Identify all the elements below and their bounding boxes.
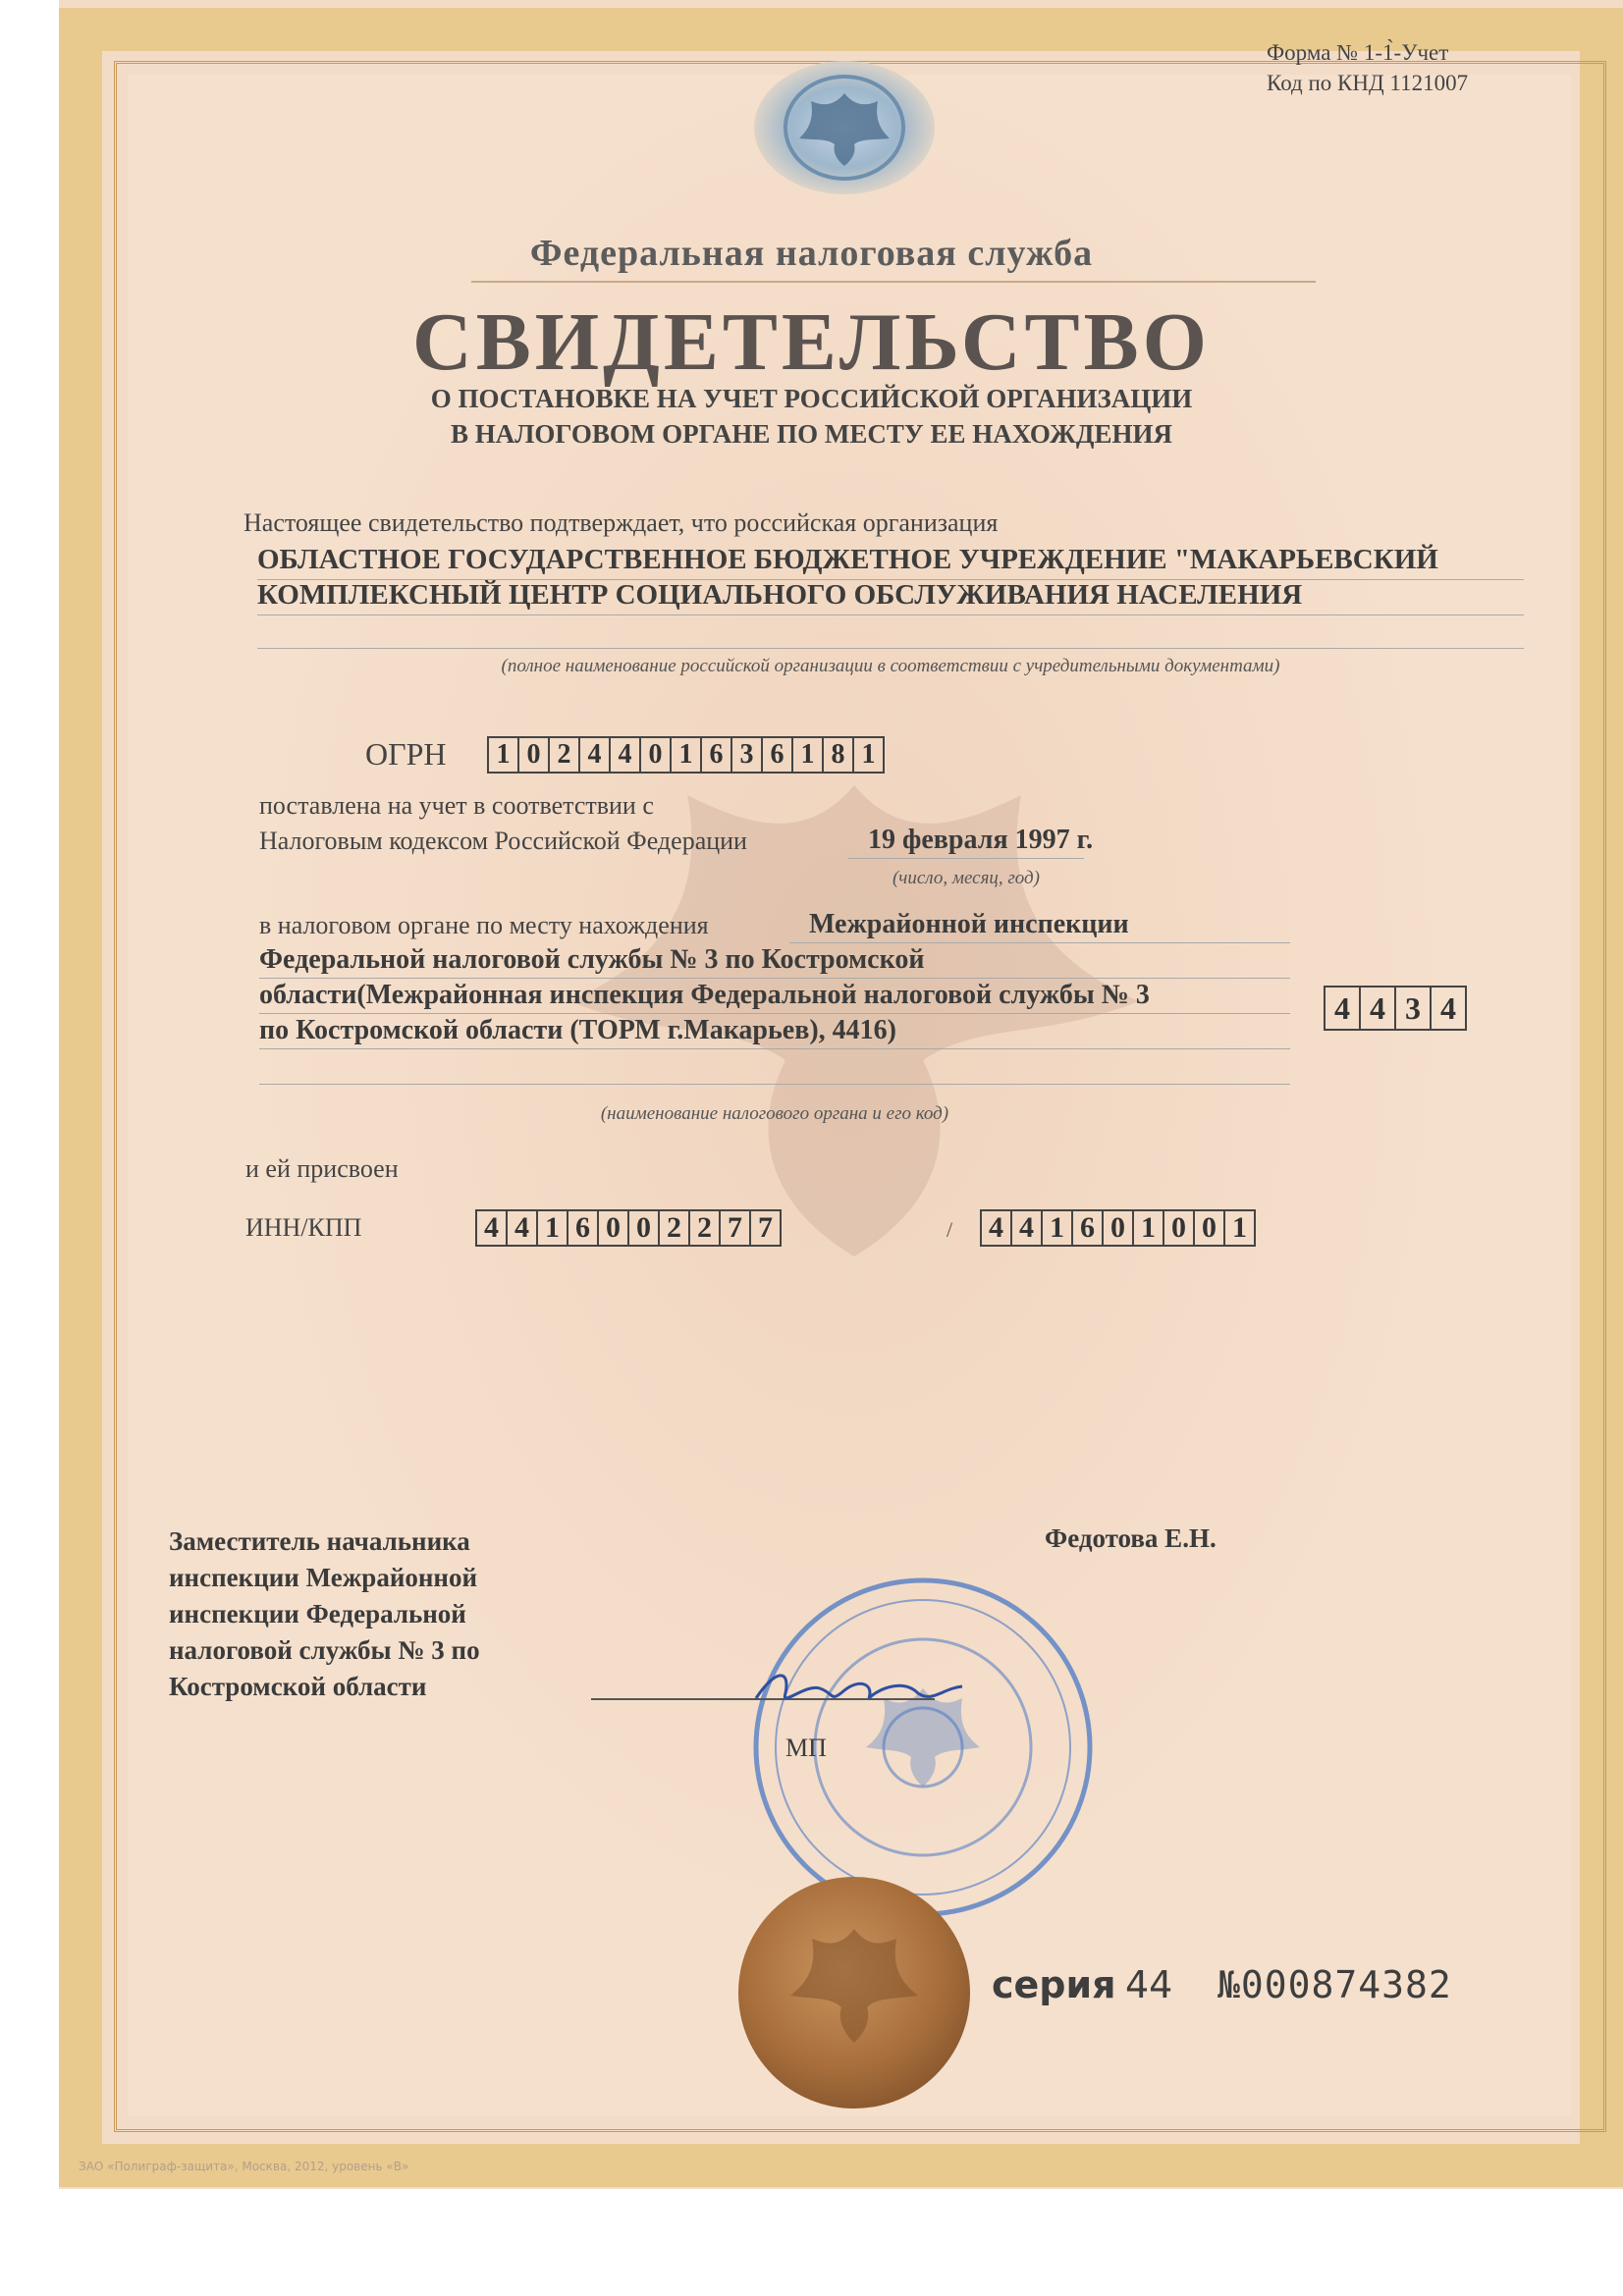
kpp-digits	[980, 1209, 1256, 1247]
tax-authority-line: по Костромской области (ТОРМ г.Макарьев), 4416)	[259, 1015, 897, 1045]
ogrn-digit: 6	[763, 738, 793, 772]
ogrn-digit: 0	[519, 738, 550, 772]
ogrn-digit: 3	[732, 738, 763, 772]
ogrn-digit: 4	[580, 738, 611, 772]
ogrn-digit: 4	[611, 738, 641, 772]
stamp-place: МП	[785, 1734, 827, 1762]
subtitle-line: О ПОСТАНОВКЕ НА УЧЕТ РОССИЙСКОЙ ОРГАНИЗАЦИИ	[430, 384, 1193, 413]
inn-digit: 2	[660, 1211, 690, 1245]
kpp-digit: 4	[982, 1211, 1012, 1245]
ogrn-digits	[487, 736, 885, 774]
inn-digit: 1	[538, 1211, 568, 1245]
certificate-number	[1217, 1963, 1452, 2006]
tax-code-digit: 3	[1396, 988, 1432, 1029]
ogrn-digit: 0	[641, 738, 672, 772]
inn-digit: 6	[568, 1211, 599, 1245]
form-number-block	[1267, 37, 1468, 98]
signer-position-line: инспекции Федеральной	[169, 1599, 466, 1629]
ogrn-label: ОГРН	[365, 736, 447, 772]
inn-kpp-separator: /	[947, 1217, 953, 1242]
confirm-text: Настоящее свидетельство подтверждает, что российская организация	[243, 508, 999, 537]
registered-text-line: поставлена на учет в соответствии с	[259, 791, 654, 820]
inn-digits	[475, 1209, 782, 1247]
tax-authority-line: Федеральной налоговой службы № 3 по Костромской	[259, 944, 925, 975]
signer-position-line: Костромской области	[169, 1672, 427, 1701]
inn-digit: 0	[599, 1211, 629, 1245]
kpp-digit: 0	[1164, 1211, 1195, 1245]
inn-digit: 4	[508, 1211, 538, 1245]
tax-authority-line: области(Межрайонная инспекция Федеральной налоговой службы № 3	[259, 980, 1150, 1010]
tax-authority-hint: (наименование налогового органа и его код)	[600, 1103, 949, 1124]
field-rule	[259, 1048, 1290, 1049]
field-rule	[259, 1013, 1290, 1014]
field-rule	[257, 579, 1524, 580]
date-hint: (число, месяц, год)	[892, 868, 1040, 888]
signer-position-line: инспекции Межрайонной	[169, 1563, 478, 1592]
series-label: серия	[992, 1963, 1116, 2006]
tax-code-digit: 4	[1440, 989, 1456, 1026]
signer-name: Федотова Е.Н.	[1045, 1523, 1217, 1553]
ogrn-digit: 1	[861, 739, 876, 770]
tax-code-digit: 4	[1325, 988, 1361, 1029]
signer-position-line: Заместитель начальника	[169, 1526, 470, 1556]
ogrn-digit: 1	[672, 738, 702, 772]
ogrn-digit: 6	[702, 738, 732, 772]
inn-digit: 7	[758, 1211, 773, 1244]
kpp-digit: 1	[1043, 1211, 1073, 1245]
ogrn-digit: 8	[824, 738, 854, 772]
signer-position	[169, 1523, 480, 1705]
field-rule	[259, 1084, 1290, 1085]
assigned-text: и ей присвоен	[245, 1154, 399, 1183]
number-sign: №	[1217, 1963, 1241, 2006]
organization-line: КОМПЛЕКСНЫЙ ЦЕНТР СОЦИАЛЬНОГО ОБСЛУЖИВАНИЯ НАСЕЛЕНИЯ	[257, 579, 1303, 611]
service-name: Федеральная налоговая служба	[529, 233, 1094, 274]
inn-digit: 2	[690, 1211, 721, 1245]
kpp-digit: 0	[1195, 1211, 1225, 1245]
kpp-digit: 0	[1104, 1211, 1134, 1245]
form-number: Форма № 1-1̀-Учет	[1267, 40, 1449, 65]
field-rule	[789, 942, 1290, 943]
certificate-title: СВИДЕТЕЛЬСТВО	[412, 296, 1211, 388]
field-rule	[257, 648, 1524, 649]
field-rule	[259, 978, 1290, 979]
hologram-emblem-icon	[746, 54, 943, 201]
printer-imprint: ЗАО «Полиграф-защита», Москва, 2012, уровень «В»	[79, 2160, 409, 2173]
handwritten-signature	[746, 1649, 972, 1718]
registered-text-line: Налоговым кодексом Российской Федерации	[259, 827, 747, 855]
organization-hint: (полное наименование российской организации в соответствии с учредительными документами)	[501, 656, 1280, 676]
field-rule	[257, 614, 1524, 615]
organization-name	[257, 542, 1438, 613]
tax-authority-intro: в налоговом органе по месту нахождения	[259, 911, 709, 939]
header-rule	[471, 281, 1316, 283]
kpp-digit: 1	[1232, 1211, 1247, 1244]
organization-line: ОБЛАСТНОЕ ГОСУДАРСТВЕННОЕ БЮДЖЕТНОЕ УЧРЕЖДЕНИЕ "МАКАРЬЕВСКИЙ	[257, 544, 1438, 575]
subtitle-line: В НАЛОГОВОМ ОРГАНЕ ПО МЕСТУ ЕЕ НАХОЖДЕНИЯ	[451, 419, 1172, 449]
signer-position-line: налоговой службы № 3 по	[169, 1635, 480, 1665]
tax-authority-line: Межрайонной инспекции	[809, 909, 1129, 939]
series-value: 44	[1125, 1963, 1173, 2006]
inn-digit: 4	[477, 1211, 508, 1245]
ogrn-digit: 2	[550, 738, 580, 772]
inn-digit: 0	[629, 1211, 660, 1245]
kpp-digit: 6	[1073, 1211, 1104, 1245]
inn-digit: 7	[721, 1211, 751, 1245]
kpp-digit: 4	[1012, 1211, 1043, 1245]
knd-code: Код по КНД 1121007	[1267, 71, 1469, 95]
ogrn-digit: 1	[793, 738, 824, 772]
kpp-digit: 1	[1134, 1211, 1164, 1245]
date-rule	[848, 858, 1084, 859]
certificate-number-value: 000874382	[1240, 1963, 1452, 2006]
certificate-subtitle	[0, 381, 1623, 452]
ogrn-digit: 1	[489, 738, 519, 772]
tax-authority-code	[1324, 986, 1467, 1031]
tax-code-digit: 4	[1361, 988, 1396, 1029]
gold-seal-icon	[731, 1870, 977, 2115]
inn-kpp-label: ИНН/КПП	[245, 1213, 362, 1242]
registration-date: 19 февраля 1997 г.	[868, 825, 1094, 855]
